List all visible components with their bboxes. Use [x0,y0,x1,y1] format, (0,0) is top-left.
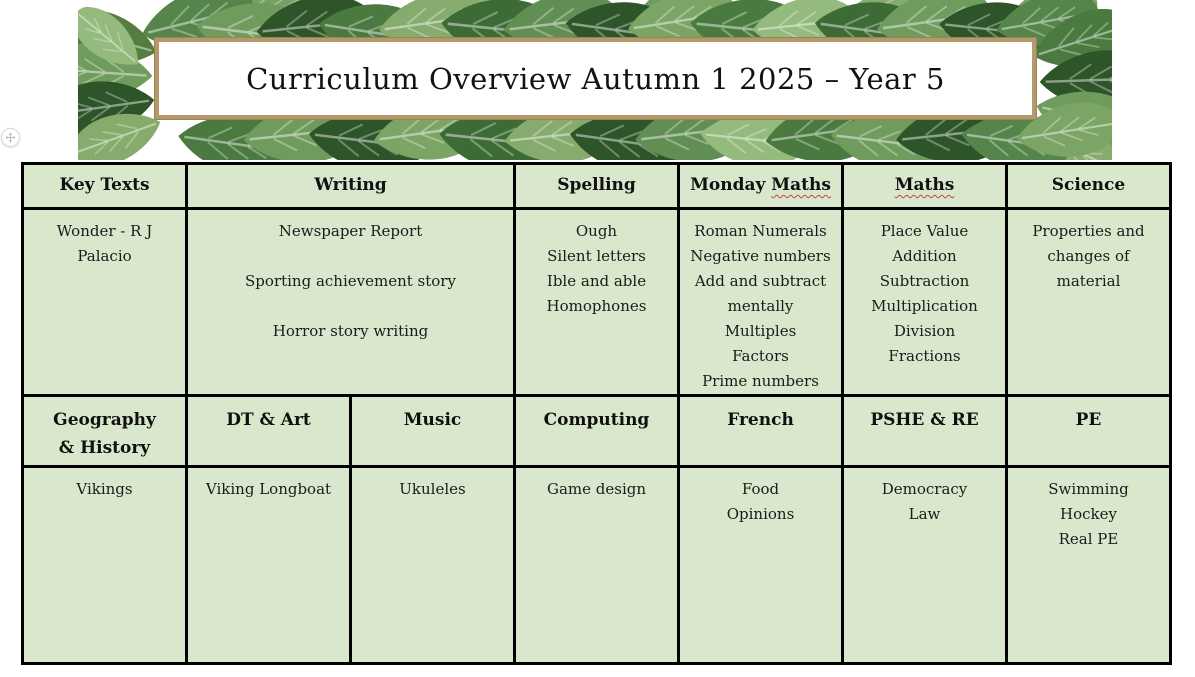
cell-line: Game design [546,480,647,498]
cell-line: Place Value [880,222,969,240]
move-handle-button[interactable] [1,128,20,147]
misspelled-word: Maths [894,175,955,195]
cell-line: Law [908,505,941,523]
cell-line: Horror story writing [272,322,429,340]
cell-line: Properties and changes of material [1032,222,1145,290]
cell-line: Negative numbers [690,247,831,265]
header-writing: Writing [188,165,513,207]
cell-line: Multiplication [871,297,978,315]
header-line: Geography [53,410,156,430]
header-computing: Computing [516,397,677,465]
cell-line: Newspaper Report [278,222,423,240]
title-frame [155,38,1036,119]
cell-line: Vikings [76,480,133,498]
header-french: French [680,397,841,465]
cell-writing [188,210,513,394]
cell-line: Roman Numerals [694,222,827,240]
cell-line: Wonder - R J Palacio [56,222,153,265]
cell-science [1008,210,1169,394]
cell-line: Multiples [724,322,797,340]
cell-line: Democracy [881,480,968,498]
cell-line: Fractions [888,347,961,365]
cell-line: Food [741,480,780,498]
cell-maths [844,210,1005,394]
cell-pshe-re [844,468,1005,662]
cell-line: Viking Longboat [205,480,332,498]
cell-line: Factors [732,347,789,365]
cell-line: Addition [892,247,957,265]
cell-line: Opinions [726,505,795,523]
header-monday-maths: Monday Maths [680,165,841,207]
cell-computing [516,468,677,662]
header-pe: PE [1008,397,1169,465]
cell-line: Sporting achievement story [245,272,456,290]
banner [0,0,1195,160]
cell-line: Add and subtract mentally [694,272,827,315]
cell-line: Swimming [1048,480,1129,498]
cell-geography-history [24,468,185,662]
cell-pe [1008,468,1169,662]
cell-line: Division [893,322,956,340]
cell-line [196,244,505,269]
move-icon [5,132,16,143]
header-dt-art: DT & Art [188,397,349,465]
header-line: & History [58,438,151,458]
cell-line: Real PE [1058,530,1119,548]
cell-line: Ough [575,222,618,240]
misspelled-word: Maths [771,175,831,195]
header-science: Science [1008,165,1169,207]
cell-dt-art [188,468,349,662]
cell-line [196,294,505,319]
cell-line: Hockey [1060,505,1117,523]
header-key-texts: Key Texts [24,165,185,207]
page-title: Curriculum Overview Autumn 1 2025 – Year 5 [246,61,945,96]
cell-french [680,468,841,662]
curriculum-table [21,162,1172,665]
header-maths [844,165,1005,207]
cell-key-texts [24,210,185,394]
header-pshe-re: PSHE & RE [844,397,1005,465]
cell-line: Homophones [546,297,647,315]
cell-spelling [516,210,677,394]
cell-line: Ukuleles [399,480,466,498]
cell-line: Silent letters [547,247,646,265]
cell-monday-maths [680,210,841,394]
header-geography-history [24,397,185,465]
cell-line: Subtraction [879,272,970,290]
cell-line: Ible and able [546,272,647,290]
header-spelling: Spelling [516,165,677,207]
cell-music [352,468,513,662]
cell-line: Prime numbers [702,372,819,390]
header-music: Music [352,397,513,465]
